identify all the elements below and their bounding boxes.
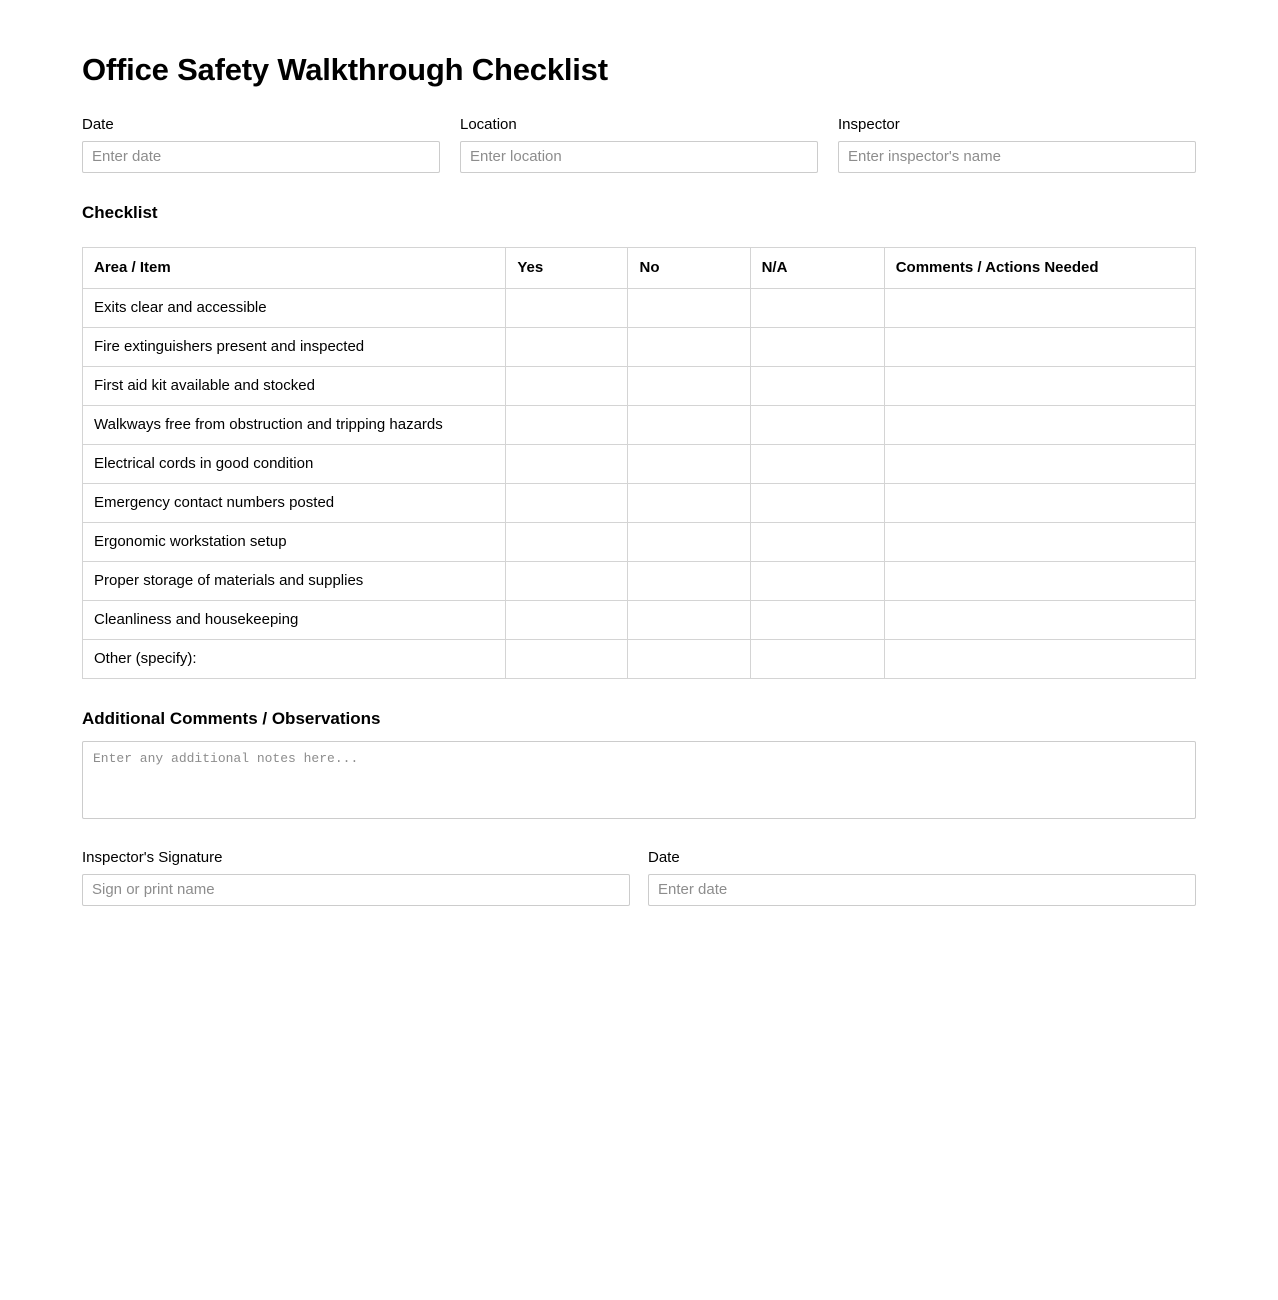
checklist-item-label: Proper storage of materials and supplies [83, 561, 506, 600]
field-inspector-signature [82, 849, 630, 906]
table-row [83, 405, 1196, 444]
date-input[interactable] [82, 141, 440, 173]
checklist-cell-comments[interactable] [884, 288, 1195, 327]
checklist-cell-no[interactable] [628, 288, 750, 327]
checklist-cell-no[interactable] [628, 483, 750, 522]
checklist-cell-no[interactable] [628, 327, 750, 366]
checklist-cell-comments[interactable] [884, 639, 1195, 678]
checklist-cell-comments[interactable] [884, 483, 1195, 522]
additional-comments-heading: Additional Comments / Observations [82, 708, 381, 728]
additional-notes-textarea[interactable] [82, 741, 1196, 819]
checklist-cell-na[interactable] [750, 327, 884, 366]
checklist-cell-comments[interactable] [884, 405, 1195, 444]
table-row [83, 444, 1196, 483]
checklist-cell-yes[interactable] [506, 366, 628, 405]
column-header-area-item: Area / Item [83, 247, 506, 288]
checklist-cell-na[interactable] [750, 288, 884, 327]
checklist-item-label: Emergency contact numbers posted [83, 483, 506, 522]
checklist-item-label: Exits clear and accessible [83, 288, 506, 327]
table-header-row [83, 247, 1196, 288]
checklist-table [82, 247, 1196, 679]
checklist-cell-comments[interactable] [884, 327, 1195, 366]
checklist-cell-no[interactable] [628, 639, 750, 678]
field-date [82, 116, 440, 173]
checklist-cell-comments[interactable] [884, 444, 1195, 483]
column-header-no: No [628, 247, 750, 288]
checklist-item-label: First aid kit available and stocked [83, 366, 506, 405]
field-location [460, 116, 818, 173]
page-title: Office Safety Walkthrough Checklist [82, 52, 608, 87]
table-row [83, 600, 1196, 639]
checklist-cell-yes[interactable] [506, 288, 628, 327]
checklist-cell-comments[interactable] [884, 522, 1195, 561]
signature-date-input[interactable] [648, 874, 1196, 906]
checklist-cell-yes[interactable] [506, 639, 628, 678]
checklist-cell-no[interactable] [628, 366, 750, 405]
table-row [83, 639, 1196, 678]
checklist-cell-yes[interactable] [506, 327, 628, 366]
checklist-item-label: Electrical cords in good condition [83, 444, 506, 483]
checklist-cell-no[interactable] [628, 522, 750, 561]
column-header-comments: Comments / Actions Needed [884, 247, 1195, 288]
inspector-input[interactable] [838, 141, 1196, 173]
header-fields-row [82, 116, 1196, 173]
location-input[interactable] [460, 141, 818, 173]
table-row [83, 561, 1196, 600]
label-inspector: Inspector [838, 115, 900, 133]
checklist-cell-yes[interactable] [506, 600, 628, 639]
checklist-cell-yes[interactable] [506, 561, 628, 600]
label-signature-date: Date [648, 848, 680, 866]
checklist-cell-na[interactable] [750, 483, 884, 522]
column-header-na: N/A [750, 247, 884, 288]
signature-row [82, 849, 1196, 906]
checklist-cell-na[interactable] [750, 561, 884, 600]
label-inspector-signature: Inspector's Signature [82, 848, 223, 866]
checklist-cell-no[interactable] [628, 561, 750, 600]
checklist-cell-na[interactable] [750, 366, 884, 405]
checklist-cell-na[interactable] [750, 600, 884, 639]
checklist-cell-no[interactable] [628, 444, 750, 483]
checklist-item-label: Cleanliness and housekeeping [83, 600, 506, 639]
checklist-cell-na[interactable] [750, 405, 884, 444]
checklist-cell-na[interactable] [750, 522, 884, 561]
field-signature-date [648, 849, 1196, 906]
table-row [83, 327, 1196, 366]
checklist-cell-comments[interactable] [884, 561, 1195, 600]
checklist-cell-yes[interactable] [506, 444, 628, 483]
checklist-cell-yes[interactable] [506, 522, 628, 561]
field-inspector [838, 116, 1196, 173]
label-date: Date [82, 115, 114, 133]
checklist-item-label: Walkways free from obstruction and tripping hazards [83, 405, 506, 444]
checklist-cell-yes[interactable] [506, 405, 628, 444]
checklist-cell-na[interactable] [750, 639, 884, 678]
checklist-table-body [83, 288, 1196, 678]
table-row [83, 366, 1196, 405]
table-row [83, 483, 1196, 522]
checklist-item-label: Ergonomic workstation setup [83, 522, 506, 561]
checklist-item-label: Other (specify): [83, 639, 506, 678]
checklist-cell-comments[interactable] [884, 366, 1195, 405]
checklist-cell-no[interactable] [628, 405, 750, 444]
checklist-heading: Checklist [82, 202, 158, 222]
checklist-item-label: Fire extinguishers present and inspected [83, 327, 506, 366]
checklist-cell-no[interactable] [628, 600, 750, 639]
table-row [83, 522, 1196, 561]
checklist-cell-comments[interactable] [884, 600, 1195, 639]
column-header-yes: Yes [506, 247, 628, 288]
label-location: Location [460, 115, 517, 133]
checklist-table-head [83, 247, 1196, 288]
signature-input[interactable] [82, 874, 630, 906]
checklist-cell-na[interactable] [750, 444, 884, 483]
table-row [83, 288, 1196, 327]
checklist-cell-yes[interactable] [506, 483, 628, 522]
